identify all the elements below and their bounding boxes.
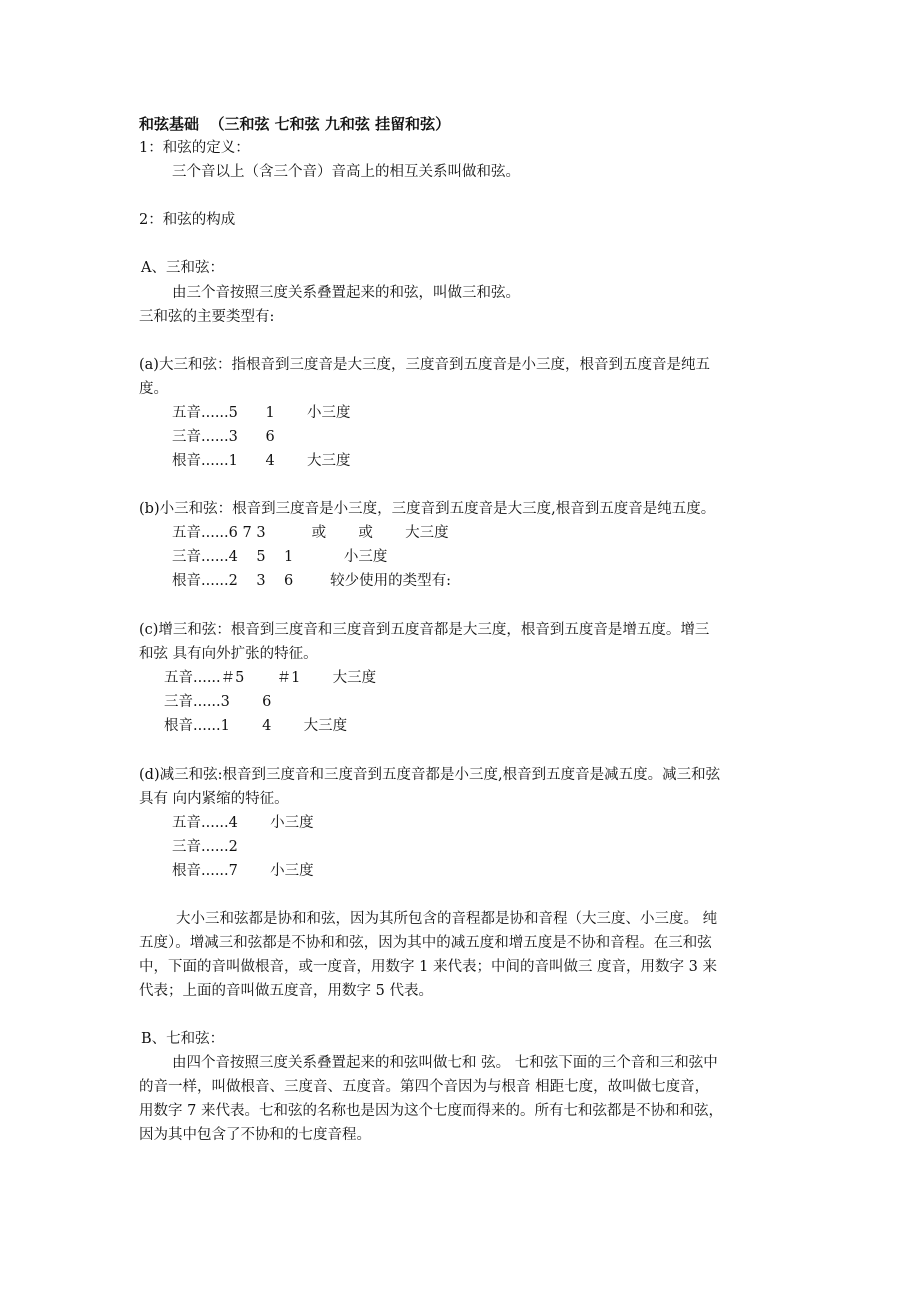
triad-summary-line-1: 大小三和弦都是协和和弦，因为其所包含的音程都是协和音程（大三度、小三度。 纯 — [176, 911, 718, 927]
diminished-triad-row-root: 根音......7 小三度 — [172, 863, 314, 879]
section-2-heading: 2：和弦的构成 — [139, 212, 236, 228]
seventh-chord-text-line-3: 用数字 7 来代表。七和弦的名称也是因为这个七度而得来的。所有七和弦都是不协和和弦， — [139, 1103, 723, 1119]
augmented-triad-row-fifth: 五音......＃5 ＃1 大三度 — [164, 670, 377, 686]
triad-heading: A、三和弦： — [141, 260, 224, 276]
major-triad-row-root: 根音......1 4 大三度 — [172, 453, 351, 469]
page-title: 和弦基础 （三和弦 七和弦 九和弦 挂留和弦） — [139, 115, 451, 133]
seventh-chord-heading: B、七和弦： — [141, 1031, 225, 1047]
augmented-triad-row-root: 根音......1 4 大三度 — [164, 718, 348, 734]
minor-triad-text: (b)小三和弦：根音到三度音是小三度，三度音到五度音是大三度,根音到五度音是纯五度。 — [139, 501, 716, 517]
triad-summary-line-4: 代表；上面的音叫做五度音，用数字 5 代表。 — [139, 983, 433, 999]
diminished-triad-text-line-2: 具有 向内紧缩的特征。 — [139, 791, 289, 807]
diminished-triad-text-line-1: (d)减三和弦:根音到三度音和三度音到五度音都是小三度,根音到五度音是减五度。减三和弦 — [139, 767, 721, 783]
triad-summary-line-3: 中，下面的音叫做根音，或一度音，用数字 1 来代表；中间的音叫做三 度音，用数字 3 来 — [139, 959, 717, 975]
augmented-triad-row-third: 三音......3 6 — [164, 694, 272, 710]
triad-types-intro: 三和弦的主要类型有: — [139, 309, 275, 325]
minor-triad-row-third: 三音......4 5 1 小三度 — [172, 549, 388, 565]
section-1-heading: 1：和弦的定义： — [139, 140, 250, 156]
diminished-triad-row-third: 三音......2 — [172, 839, 238, 855]
seventh-chord-text-line-2: 的音一样，叫做根音、三度音、五度音。第四个音因为与根音 相距七度，故叫做七度音， — [139, 1079, 710, 1095]
minor-triad-row-root: 根音......2 3 6 较少使用的类型有: — [172, 573, 451, 589]
triad-definition: 由三个音按照三度关系叠置起来的和弦，叫做三和弦。 — [172, 285, 520, 301]
augmented-triad-text-line-1: (c)增三和弦：根音到三度音和三度音到五度音都是大三度，根音到五度音是增五度。增三 — [139, 622, 710, 638]
seventh-chord-text-line-1: 由四个音按照三度关系叠置起来的和弦叫做七和 弦。 七和弦下面的三个音和三和弦中 — [172, 1055, 718, 1071]
section-1-text: 三个音以上（含三个音）音高上的相互关系叫做和弦。 — [172, 164, 520, 180]
diminished-triad-row-fifth: 五音......4 小三度 — [172, 815, 314, 831]
major-triad-text-line-1: (a)大三和弦：指根音到三度音是大三度，三度音到五度音是小三度，根音到五度音是纯五 — [139, 357, 710, 373]
major-triad-text-line-2: 度。 — [139, 381, 168, 397]
minor-triad-row-fifth: 五音......6 7 3 或 或 大三度 — [172, 525, 449, 541]
seventh-chord-text-line-4: 因为其中包含了不协和的七度音程。 — [139, 1127, 371, 1143]
major-triad-row-fifth: 五音......5 1 小三度 — [172, 405, 351, 421]
triad-summary-line-2: 五度）。增减三和弦都是不协和和弦，因为其中的减五度和增五度是不协和音程。在三和弦 — [139, 935, 712, 951]
augmented-triad-text-line-2: 和弦 具有向外扩张的特征。 — [139, 646, 318, 662]
major-triad-row-third: 三音......3 6 — [172, 429, 275, 445]
